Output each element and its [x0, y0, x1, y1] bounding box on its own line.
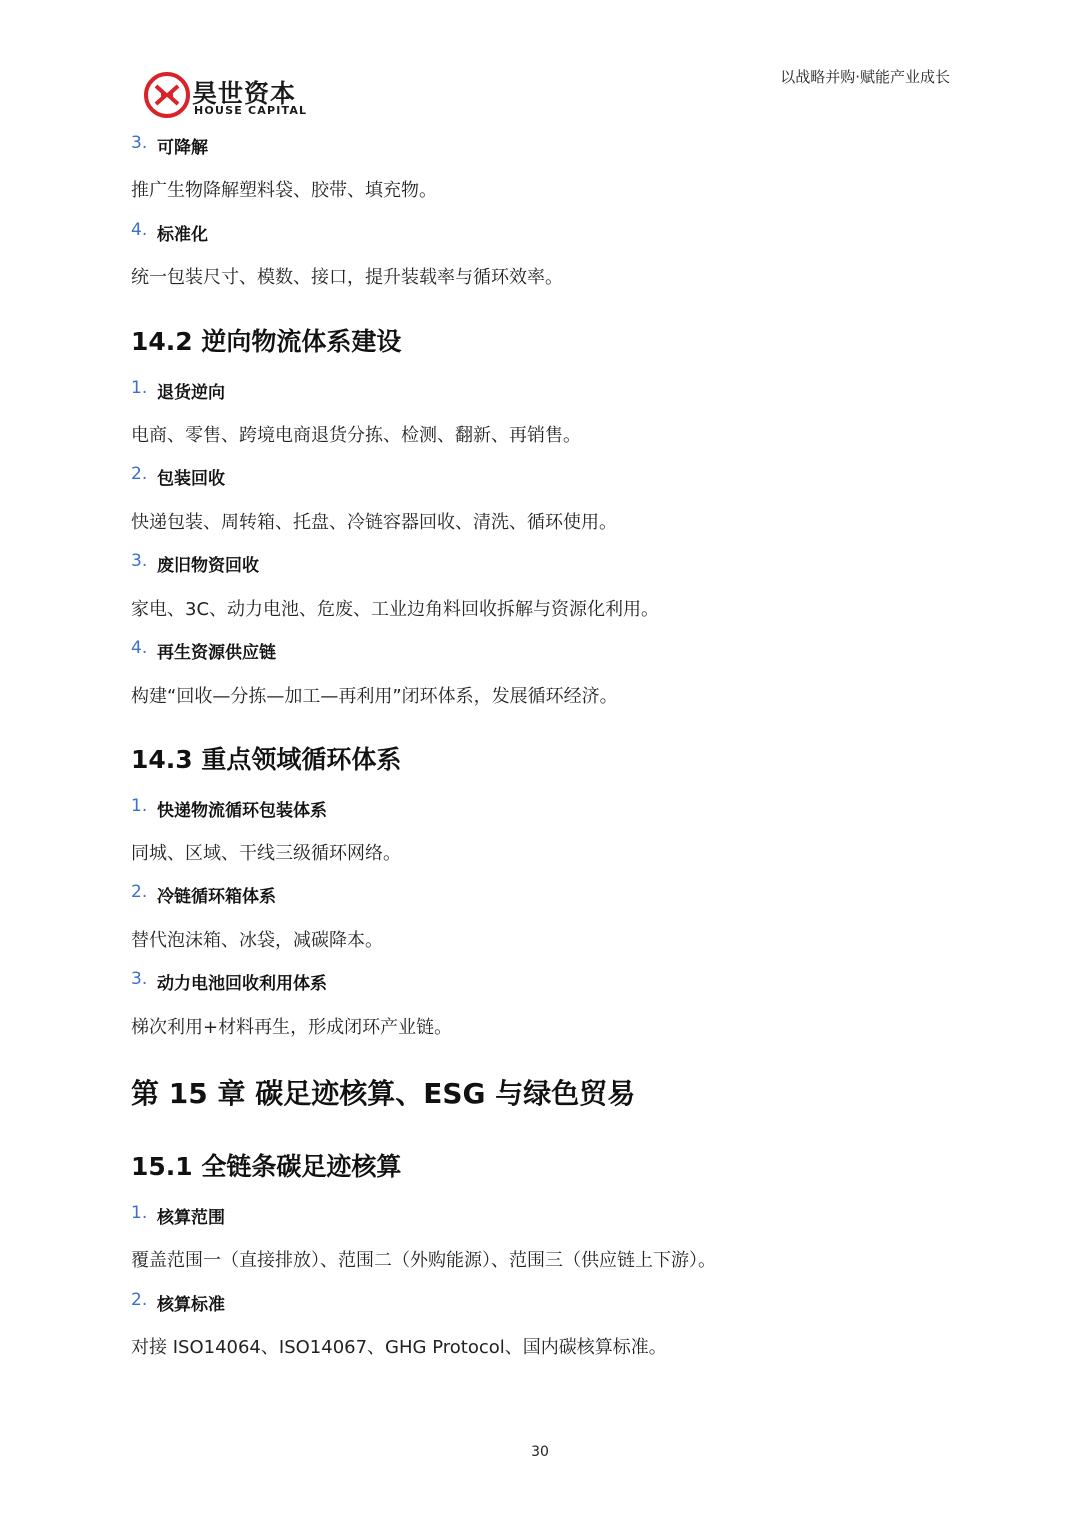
- item-title: 标准化: [157, 225, 208, 245]
- paragraph: 梯次利用+材料再生，形成闭环产业链。: [131, 1017, 453, 1038]
- item-number: 1.: [131, 796, 148, 816]
- paragraph: 电商、零售、跨境电商退货分拣、检测、翻新、再销售。: [131, 425, 581, 446]
- paragraph: 覆盖范围一（直接排放）、范围二（外购能源）、范围三（供应链上下游）。: [131, 1250, 716, 1271]
- paragraph: 快递包装、周转箱、托盘、冷链容器回收、清洗、循环使用。: [131, 512, 617, 533]
- item-number: 2.: [131, 1290, 148, 1310]
- item-number: 1.: [131, 1203, 148, 1223]
- house-capital-logo: [144, 72, 324, 120]
- header-slogan: 以战略并购·赋能产业成长: [780, 68, 950, 86]
- chapter-heading: 第 15 章 碳足迹核算、ESG 与绿色贸易: [131, 1077, 636, 1110]
- page-number: 30: [531, 1444, 549, 1460]
- item-number: 3.: [131, 133, 148, 153]
- paragraph: 统一包装尺寸、模数、接口，提升装载率与循环效率。: [131, 267, 563, 288]
- section-heading: 15.1 全链条碳足迹核算: [131, 1152, 402, 1181]
- logo-chinese-name: 昊世资本: [192, 79, 297, 108]
- item-number: 2.: [131, 464, 148, 484]
- item-number: 2.: [131, 882, 148, 902]
- item-title: 快递物流循环包装体系: [157, 801, 327, 821]
- item-title: 再生资源供应链: [157, 643, 276, 663]
- item-number: 4.: [131, 638, 148, 658]
- item-title: 冷链循环箱体系: [157, 887, 276, 907]
- item-title: 动力电池回收利用体系: [157, 974, 327, 994]
- item-number: 3.: [131, 969, 148, 989]
- item-title: 废旧物资回收: [157, 556, 259, 576]
- paragraph: 家电、3C、动力电池、危废、工业边角料回收拆解与资源化利用。: [131, 599, 660, 620]
- section-heading: 14.3 重点领域循环体系: [131, 745, 402, 774]
- item-title: 可降解: [157, 138, 208, 158]
- item-title: 核算范围: [157, 1208, 225, 1228]
- paragraph: 同城、区域、干线三级循环网络。: [131, 843, 401, 864]
- paragraph: 对接 ISO14064、ISO14067、GHG Protocol、国内碳核算标准。: [131, 1337, 667, 1358]
- section-heading: 14.2 逆向物流体系建设: [131, 327, 402, 356]
- item-title: 核算标准: [157, 1295, 225, 1315]
- item-title: 退货逆向: [157, 383, 225, 403]
- item-number: 3.: [131, 551, 148, 571]
- paragraph: 构建“回收—分拣—加工—再利用”闭环体系，发展循环经济。: [131, 686, 618, 707]
- logo-mark-icon: [144, 72, 190, 118]
- logo-english-name: HOUSE CAPITAL: [194, 104, 308, 117]
- paragraph: 替代泡沫箱、冰袋，减碳降本。: [131, 930, 383, 951]
- item-number: 4.: [131, 220, 148, 240]
- item-title: 包装回收: [157, 469, 225, 489]
- paragraph: 推广生物降解塑料袋、胶带、填充物。: [131, 180, 437, 201]
- item-number: 1.: [131, 378, 148, 398]
